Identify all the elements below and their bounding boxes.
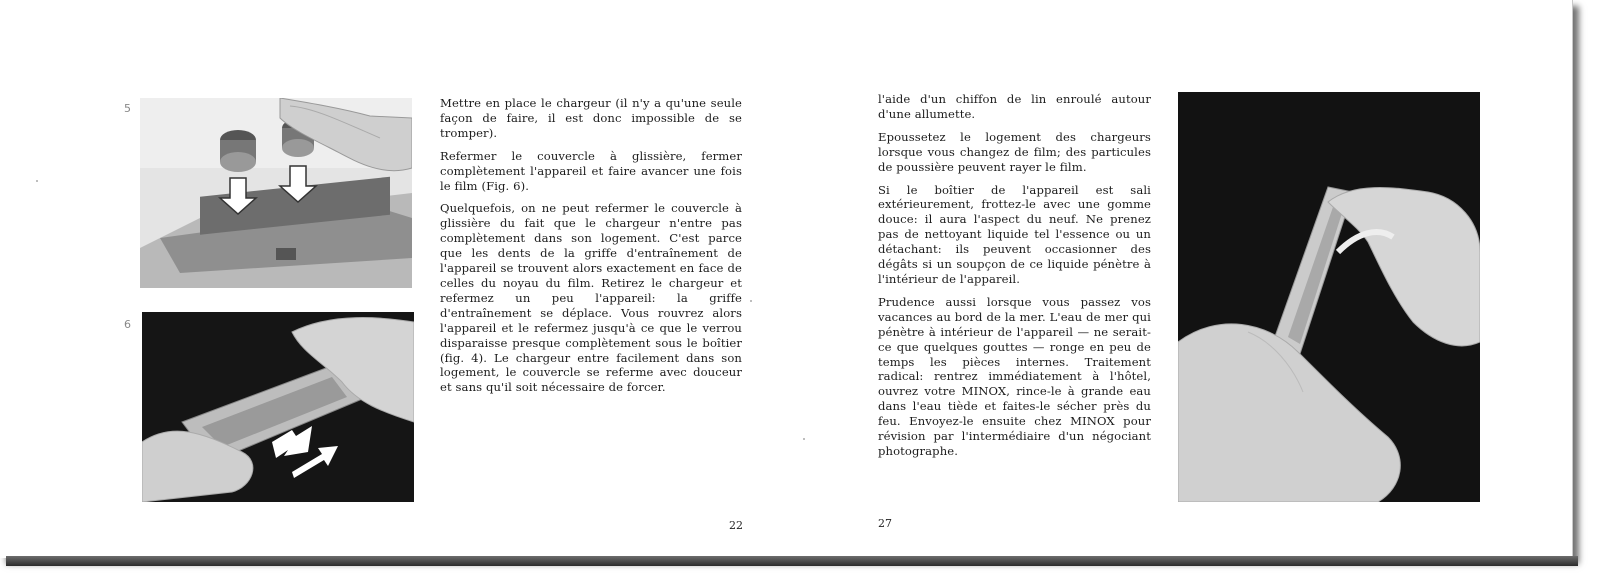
figure-5-photo: [140, 98, 412, 288]
right-page-text: [878, 92, 1151, 467]
paper-speck: [36, 180, 38, 182]
right-page-number: 27: [878, 517, 892, 530]
right-paragraph-2: Epoussetez le logement des chargeurs lorsque vous changez de film; des particules de poussière peuvent rayer le film.: [878, 129, 1151, 174]
page-shadow: [6, 556, 1578, 566]
figure-6-photo: [142, 312, 414, 502]
cleaning-photo: [1178, 92, 1480, 502]
paper-speck: [803, 438, 805, 440]
left-paragraph-2: Refermer le couvercle à glissière, fermer complètement l'appareil et faire avancer une fois le film (Fig. 6).: [440, 148, 742, 193]
paper-speck: [750, 300, 752, 302]
left-paragraph-3: Quelquefois, on ne peut refermer le couvercle à glissière du fait que le chargeur n'entre pas complètement dans son logement. C'est parce que les dents de la griffe d'entraînement de l'appareil se trouvent alors exactement en face de celles du noyau du film. Retirez le chargeur et refermez un peu l'appareil: la griffe d'entraînement se déplace. Vous rouvrez alors l'appareil et le refermez jusqu'à ce que le verrou disparaisse presque complètement sous le boîtier (fig. 4). Le chargeur entre facilement dans son logement, le couvercle se referme avec douceur et sans qu'il soit nécessaire de forcer.: [440, 201, 742, 395]
right-paragraph-3: Si le boîtier de l'appareil est sali extérieurement, frottez-le avec une gomme douce: il aura l'aspect du neuf. Ne prenez pas de nettoyant liquide tel l'essence ou un détachant: ils peuvent occasionner des dégâts si un soupçon de ce liquide pénètre à l'intérieur de l'appareil.: [878, 182, 1151, 286]
right-paragraph-4: Prudence aussi lorsque vous passez vos vacances au bord de la mer. L'eau de mer qui pénètre à intérieur de l'appareil — ne serait-ce que quelques gouttes — ronge en peu de temps les pièces internes. Traitement radical: rentrez immédiatement à l'hôtel, ouvrez votre MINOX, rince-le à grande eau dans l'eau tiède et faites-le sécher près du feu. Envoyez-le ensuite chez MINOX pour révision par l'intermédiaire d'un négociant photographe.: [878, 294, 1151, 458]
figure-number-5: 5: [124, 102, 131, 115]
figure-number-6: 6: [124, 318, 131, 331]
left-paragraph-1: Mettre en place le chargeur (il n'y a qu'une seule façon de faire, il est donc impossible de se tromper).: [440, 96, 742, 140]
left-page-number: 22: [729, 519, 743, 532]
right-paragraph-1: l'aide d'un chiffon de lin enroulé autour d'une allumette.: [878, 92, 1151, 121]
left-page-text: [440, 96, 742, 403]
